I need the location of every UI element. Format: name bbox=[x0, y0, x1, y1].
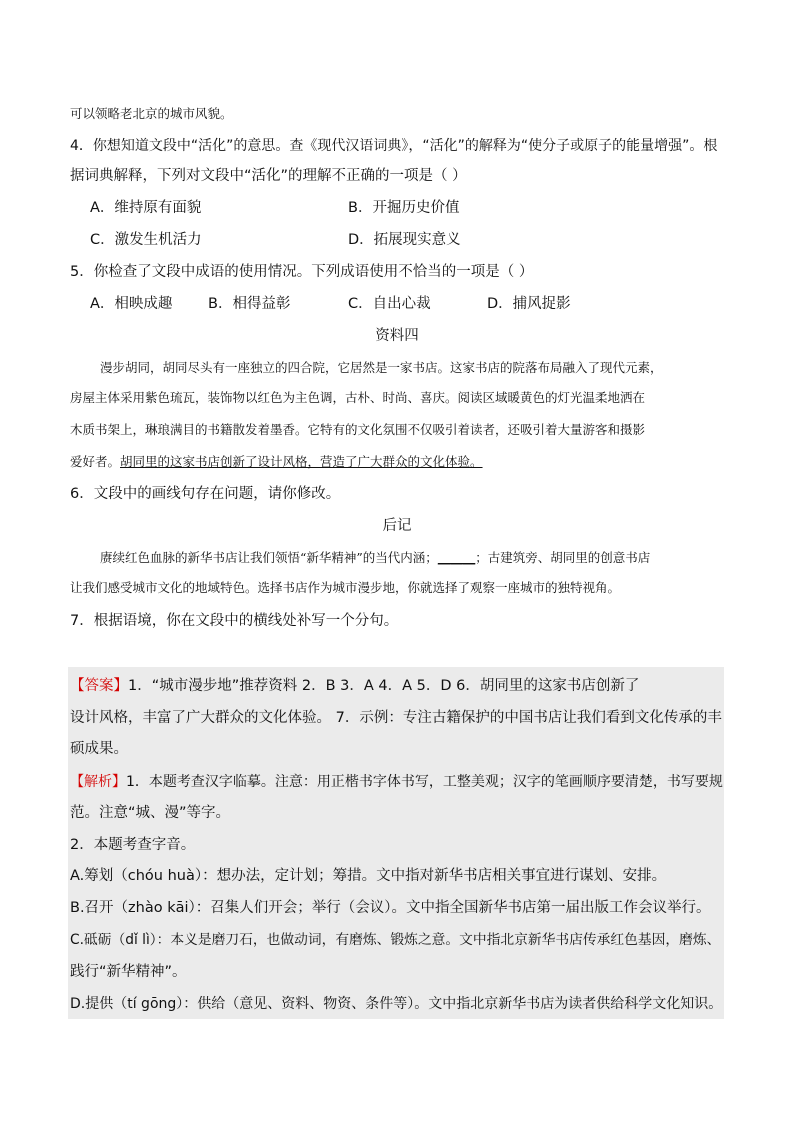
underlined-sentence: 胡同里的这家书店创新了设计风格，营造了广大群众的文化体验。 bbox=[120, 454, 483, 469]
q5-option-b: B．相得益彰 bbox=[208, 296, 291, 312]
material-4-title: 资料四 bbox=[375, 328, 419, 344]
analysis-option-b: B.召开（zhào kāi）：召集人们开会；举行（会议）。文中指全国新华书店第一届出版工作会议举行。 bbox=[70, 900, 711, 916]
analysis-option-c-line2: 践行“新华精神”。 bbox=[70, 964, 187, 980]
answer-line2: 设计风格，丰富了广大群众的文化体验。 7．示例：专注古籍保护的中国书店让我们看到文化传承的丰 bbox=[70, 710, 722, 726]
answer-line1 bbox=[70, 676, 639, 696]
q5-option-c: C．自出心裁 bbox=[348, 296, 431, 312]
postscript-p1 bbox=[100, 548, 650, 568]
question-7: 7．根据语境，你在文段中的横线处补写一个分句。 bbox=[70, 613, 399, 629]
q4-option-c: C．激发生机活力 bbox=[90, 232, 202, 248]
material-4-p4-text: 爱好者。 bbox=[70, 454, 121, 469]
question-6: 6．文段中的画线句存在问题，请你修改。 bbox=[70, 486, 341, 502]
material-4-p1: 漫步胡同，胡同尽头有一座独立的四合院，它居然是一家书店。这家书店的院落布局融入了现代元素， bbox=[100, 360, 663, 375]
analysis-option-c-line1: C.砥砺（dǐ lì）：本义是磨刀石，也做动词，有磨炼、锻炼之意。文中指北京新华书店传承红色基因，磨炼、 bbox=[70, 932, 721, 948]
question-4-line1: 4．你想知道文段中“活化”的意思。查《现代汉语词典》，“活化”的解释为“使分子或原子的能量增强”。根 bbox=[70, 138, 718, 154]
q5-option-d: D．捕风捉影 bbox=[487, 296, 571, 312]
material-4-p3: 木质书架上，琳琅满目的书籍散发着墨香。它特有的文化氛围不仅吸引着读者，还吸引着大量游客和摄影 bbox=[70, 422, 646, 437]
q4-option-a: A．维持原有面貌 bbox=[90, 200, 202, 216]
top-line: 可以领略老北京的城市风貌。 bbox=[70, 106, 233, 121]
postscript-p1-after: ；古建筑旁、胡同里的创意书店 bbox=[475, 550, 651, 565]
analysis-line1-text: 1．本题考查汉字临摹。注意：用正楷书字体书写，工整美观；汉字的笔画顺序要清楚，书写要规 bbox=[126, 774, 723, 790]
analysis-line2: 范。注意“城、漫”等字。 bbox=[70, 805, 231, 821]
question-4-line2: 据词典解释，下列对文段中“活化”的理解不正确的一项是（ ） bbox=[70, 168, 467, 184]
fill-blank: ______ bbox=[437, 550, 476, 565]
answer-line1-text: 1．“城市漫步地”推荐资料 2．B 3．A 4．A 5．D 6．胡同里的这家书店创新了 bbox=[128, 678, 640, 694]
analysis-label: 【解析】 bbox=[70, 774, 126, 790]
answer-line3: 硕成果。 bbox=[70, 741, 128, 757]
analysis-option-d: D.提供（tí gōng）：供给（意见、资料、物资、条件等）。文中指北京新华书店为读者供给科学文化知识。 bbox=[70, 996, 723, 1012]
answer-label: 【答案】 bbox=[70, 678, 128, 694]
question-5-line1: 5．你检查了文段中成语的使用情况。下列成语使用不恰当的一项是（ ） bbox=[70, 264, 534, 280]
analysis-option-a: A.筹划（chóu huà）：想办法，定计划；筹措。文中指对新华书店相关事宜进行谋划、安排。 bbox=[70, 868, 667, 884]
postscript-p2: 让我们感受城市文化的地域特色。选择书店作为城市漫步地，你就选择了观察一座城市的独特视角。 bbox=[70, 580, 621, 595]
postscript-title: 后记 bbox=[382, 518, 412, 534]
analysis-line3: 2．本题考查字音。 bbox=[70, 837, 196, 853]
q4-option-b: B．开掘历史价值 bbox=[348, 200, 460, 216]
material-4-p4 bbox=[70, 452, 483, 472]
material-4-p2: 房屋主体采用紫色琉瓦，装饰物以红色为主色调，古朴、时尚、喜庆。阅读区域暖黄色的灯光温柔地洒在 bbox=[70, 390, 646, 405]
postscript-p1-before: 赓续红色血脉的新华书店让我们领悟“新华精神”的当代内涵； bbox=[100, 550, 438, 565]
analysis-line1 bbox=[70, 772, 723, 792]
q4-option-d: D．拓展现实意义 bbox=[348, 232, 461, 248]
q5-option-a: A．相映成趣 bbox=[90, 296, 173, 312]
